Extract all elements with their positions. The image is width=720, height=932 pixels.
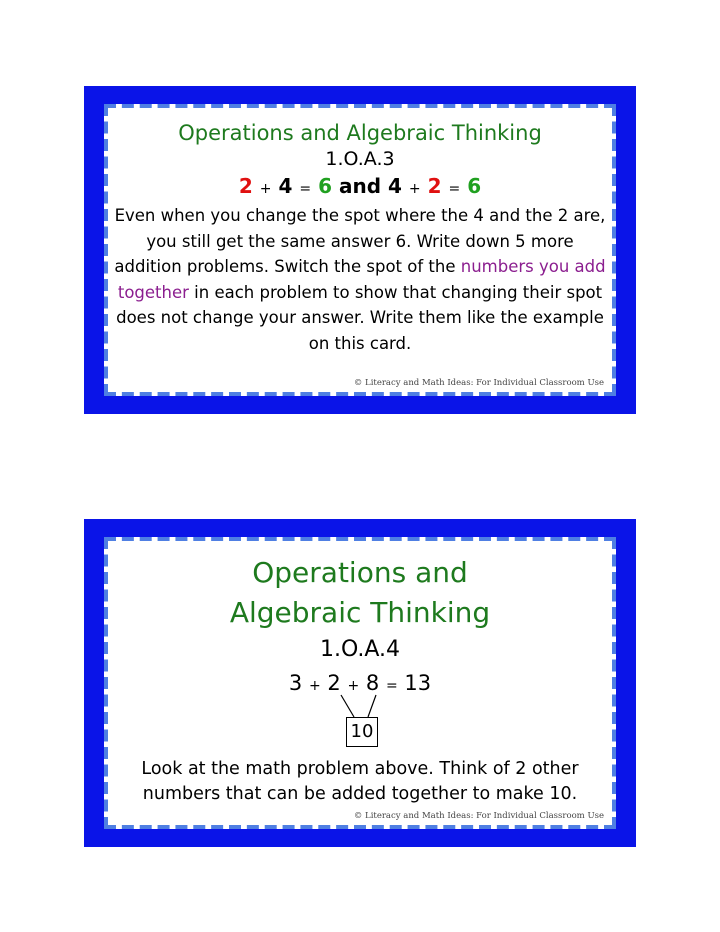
eq2-addend-a: 4 — [388, 174, 402, 198]
card-1-content — [104, 104, 616, 396]
eq2-sum: 6 — [467, 174, 482, 198]
eq2-addend-b: 2 — [427, 174, 442, 198]
eq2-plus: + — [408, 181, 421, 197]
grouping-line-left — [341, 695, 354, 717]
card-1-title: Operations and Algebraic Thinking — [178, 121, 542, 145]
card-2-instructions: Look at the math problem above. Think of 2 other numbers that can be added together to make 10. — [141, 759, 579, 804]
card-1-instructions — [110, 203, 610, 356]
eq1-sum: 6 — [318, 174, 332, 198]
eq-number-1: 3 — [288, 671, 303, 695]
eq1-addend-b: 4 — [278, 174, 293, 198]
card-2-content — [104, 537, 616, 829]
card-1-equation — [110, 172, 610, 203]
task-card-1 — [84, 86, 636, 414]
eq-number-3: 8 — [365, 671, 380, 695]
eq-and: and — [338, 174, 382, 198]
eq-plus-1: + — [308, 678, 321, 694]
card-2-title-line-1: Operations and — [252, 556, 468, 589]
task-card-2 — [84, 519, 636, 847]
eq1-plus: + — [259, 181, 272, 197]
eq1-equals: = — [299, 181, 312, 197]
eq2-equals: = — [448, 181, 461, 197]
sum-box: 10 — [346, 717, 378, 747]
card-1-standard-code: 1.O.A.3 — [325, 148, 395, 170]
card-2-standard-code: 1.O.A.4 — [319, 637, 401, 662]
instructions-part-1: Even when you change the spot where the 4 and the 2 are, you still get the same answer 6. Write down 5 more addition problems. Switch the spot of the — [114, 206, 606, 276]
grouping-line-right — [368, 695, 376, 717]
eq-plus-2: + — [347, 678, 360, 694]
eq-equals: = — [385, 678, 398, 694]
eq-number-2: 2 — [327, 671, 341, 695]
instructions-part-2: in each problem to show that changing their spot does not change your answer. Write them like the example on this card. — [116, 282, 604, 353]
card-2-title-line-2: Algebraic Thinking — [229, 596, 491, 629]
instructions-highlight: numbers you add together — [117, 257, 606, 302]
eq1-addend-a: 2 — [238, 174, 253, 198]
eq-result: 13 — [404, 671, 432, 695]
card-2-copyright: © Literacy and Math Ideas: For Individual Classroom Use — [353, 811, 604, 821]
card-1-copyright: © Literacy and Math Ideas: For Individual Classroom Use — [353, 378, 604, 388]
